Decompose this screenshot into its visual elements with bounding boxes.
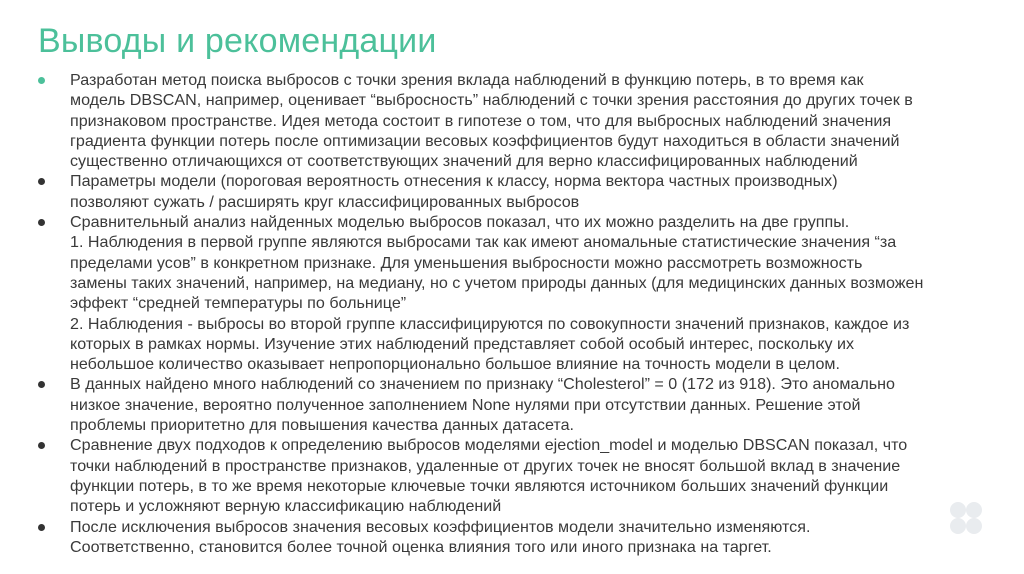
bullet-item <box>36 374 986 435</box>
bullet-text-line: градиента функции потерь после оптимизации весовых коэффициентов будут находиться в области значений <box>70 131 900 150</box>
bullet-text-line: потерь и усложняют верную классификацию наблюдений <box>70 497 502 516</box>
bullet-item <box>36 70 986 171</box>
bullet-item <box>36 171 986 212</box>
bullet-dot-icon <box>38 178 45 185</box>
decorative-circles-icon <box>944 496 988 540</box>
bullet-text-line: замены таких значений, например, на медиану, но с учетом природы данных (для медицинских данных возможен <box>70 273 924 292</box>
bullet-text-line: 1. Наблюдения в первой группе являются выбросами так как имеют аномальные статистические значения “за <box>70 233 897 252</box>
bullet-dot-icon <box>38 381 45 388</box>
conclusions-list <box>36 70 986 557</box>
bullet-text-line: эффект “средней температуры по больнице” <box>70 294 407 313</box>
bullet-text-line: признаковом пространстве. Идея метода состоит в гипотезе о том, что для выбросных наблюдений значения <box>70 111 892 130</box>
bullet-text-line: проблемы приоритетно для повышения качества данных датасета. <box>70 416 575 435</box>
bullet-text-line: Соответственно, становится более точной оценка влияния того или иного признака на таргет. <box>70 537 772 556</box>
bullet-text-line: позволяют сужать / расширять круг классифицированных выбросов <box>70 192 580 211</box>
bullet-item <box>36 435 986 516</box>
bullet-dot-icon <box>38 77 45 84</box>
bullet-text-line: Сравнительный анализ найденных моделью выбросов показал, что их можно разделить на две группы. <box>70 213 850 232</box>
bullet-text-line: Параметры модели (пороговая вероятность отнесения к классу, норма вектора частных производных) <box>70 172 838 191</box>
bullet-dot-icon <box>38 524 45 531</box>
bullet-text-line: которых в рамках нормы. Изучение этих наблюдений представляет собой особый интерес, поскольку их <box>70 334 855 353</box>
bullet-text-line: В данных найдено много наблюдений со значением по признаку “Cholesterol” = 0 (172 из 918). Это аномально <box>70 375 895 394</box>
bullet-dot-icon <box>38 219 45 226</box>
bullet-text-line: функции потерь, в то же время некоторые ключевые точки являются источником больших значений функции <box>70 476 889 495</box>
bullet-text-line: пределами усов” в конкретном признаке. Для уменьшения выбросности можно рассмотреть возможность <box>70 253 863 272</box>
bullet-text-line: низкое значение, вероятно полученное заполнением None нулями при отсутствии данных. Решение этой <box>70 395 861 414</box>
bullet-text-line: Разработан метод поиска выбросов с точки зрения вклада наблюдений в функцию потерь, в то время как <box>70 71 864 89</box>
bullet-text-line: Сравнение двух подходов к определению выбросов моделями ejection_model и моделью DBSCAN показал, что <box>70 436 908 455</box>
bullet-text-line: После исключения выбросов значения весовых коэффициентов модели значительно изменяются. <box>70 517 811 536</box>
bullet-text-line: модель DBSCAN, например, оценивает “выбросность” наблюдений с точки зрения расстояния до других точек в <box>70 91 913 110</box>
slide-title: Выводы и рекомендации <box>38 22 437 60</box>
bullet-item <box>36 212 986 374</box>
bullet-text-line: точки наблюдений в пространстве признаков, удаленные от других точек не вносят большой вклад в значение <box>70 456 901 475</box>
bullet-text-line: небольшое количество оказывает непропорционально большое влияние на точность модели в целом. <box>70 355 840 374</box>
bullet-text-line: существенно отличающихся от соответствующих значений для верно классифицированных наблюдений <box>70 152 858 171</box>
bullet-text-line: 2. Наблюдения - выбросы во второй группе классифицируются по совокупности значений признаков, каждое из <box>70 314 910 333</box>
bullet-item <box>36 517 986 558</box>
bullet-dot-icon <box>38 442 45 449</box>
